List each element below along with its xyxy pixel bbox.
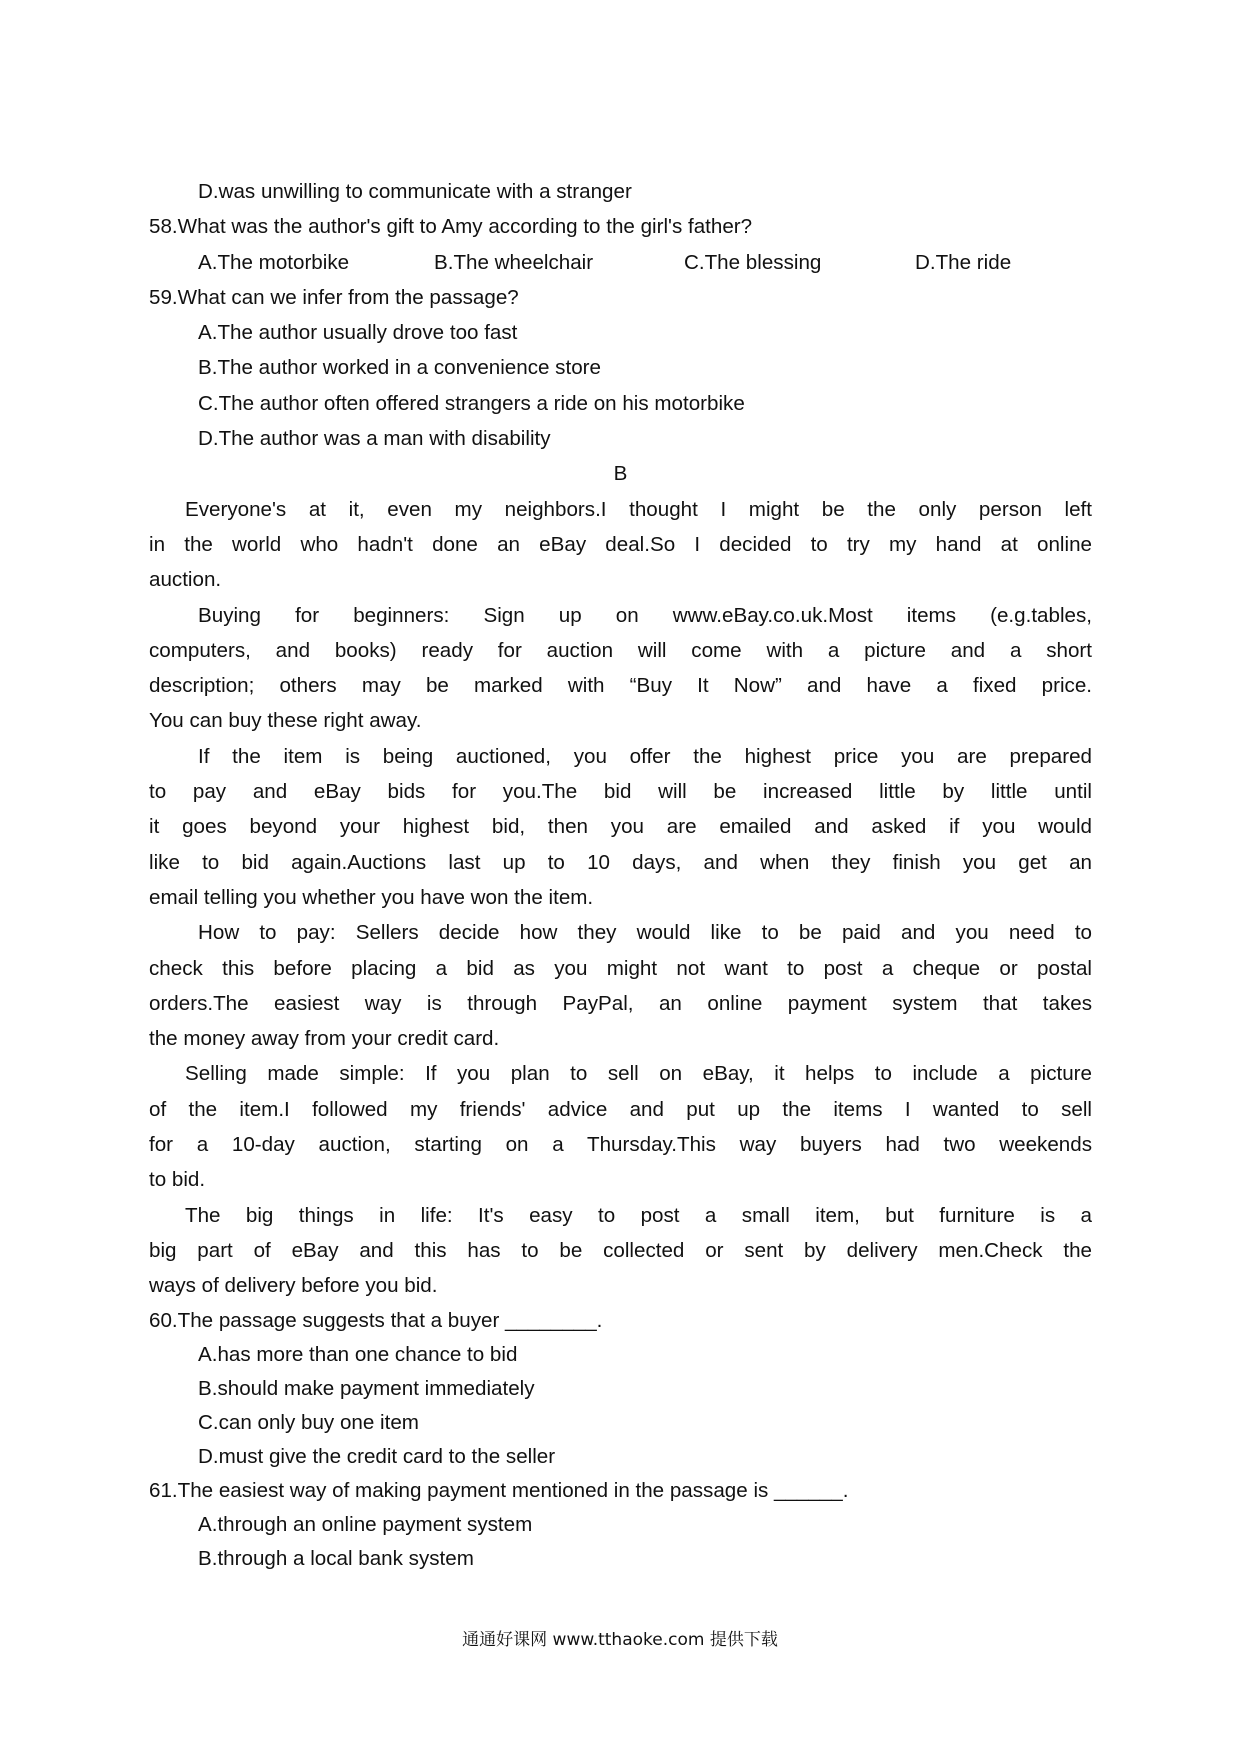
- passage-line: If the item is being auctioned, you offer the highest price you are prepared: [198, 744, 1092, 768]
- passage-line: big part of eBay and this has to be collected or sent by delivery men.Check the: [149, 1238, 1092, 1262]
- passage-line: How to pay: Sellers decide how they would like to be paid and you need to: [198, 921, 1092, 945]
- passage-line: in the world who hadn't done an eBay deal.So I decided to try my hand at online: [149, 532, 1092, 556]
- passage-line: The big things in life: It's easy to post a small item, but furniture is a: [185, 1203, 1092, 1227]
- answer-option: A.The author usually drove too fast: [198, 321, 518, 345]
- passage-line: orders.The easiest way is through PayPal, an online payment system that takes: [149, 991, 1092, 1015]
- answer-option: D.The ride: [915, 250, 1012, 274]
- question-text: 59.What can we infer from the passage?: [149, 285, 519, 309]
- answer-option: A.The motorbike: [198, 250, 350, 274]
- answer-option: A.through an online payment system: [198, 1513, 533, 1536]
- answer-option: B.The author worked in a convenience store: [198, 356, 601, 380]
- question-text: 61.The easiest way of making payment mentioned in the passage is ______.: [149, 1479, 849, 1502]
- passage-line: like to bid again.Auctions last up to 10 days, and when they finish you get an: [149, 850, 1092, 874]
- passage-line: auction.: [149, 568, 222, 592]
- answer-option: B.through a local bank system: [198, 1547, 474, 1570]
- passage-line: Selling made simple: If you plan to sell on eBay, it helps to include a picture: [185, 1062, 1092, 1086]
- passage-and-questions: [149, 174, 1092, 1304]
- answer-option: B.The wheelchair: [434, 250, 594, 274]
- passage-line: to pay and eBay bids for you.The bid will be increased little by little until: [149, 780, 1092, 804]
- question-text: 58.What was the author's gift to Amy according to the girl's father?: [149, 215, 753, 239]
- answer-option: D.The author was a man with disability: [198, 427, 551, 451]
- passage-line: Everyone's at it, even my neighbors.I thought I might be the only person left: [185, 497, 1092, 521]
- passage-line: description; others may be marked with “Buy It Now” and have a fixed price.: [149, 674, 1092, 698]
- passage-line: You can buy these right away.: [149, 709, 422, 733]
- passage-line: computers, and books) ready for auction will come with a picture and a short: [149, 638, 1092, 662]
- passage-line: it goes beyond your highest bid, then you are emailed and asked if you would: [149, 815, 1092, 839]
- answer-option: D.was unwilling to communicate with a stranger: [198, 180, 632, 203]
- passage-line: for a 10-day auction, starting on a Thursday.This way buyers had two weekends: [149, 1133, 1092, 1157]
- section-heading: B: [613, 462, 628, 486]
- passage-line: ways of delivery before you bid.: [149, 1274, 438, 1298]
- answer-option: B.should make payment immediately: [198, 1377, 535, 1400]
- passage-line: of the item.I followed my friends' advice and put up the items I wanted to sell: [149, 1097, 1092, 1121]
- answer-option: A.has more than one chance to bid: [198, 1343, 518, 1366]
- passage-line: the money away from your credit card.: [149, 1027, 500, 1051]
- passage-line: check this before placing a bid as you might not want to post a cheque or postal: [149, 956, 1092, 980]
- passage-line: Buying for beginners: Sign up on www.eBay.co.uk.Most items (e.g.tables,: [198, 603, 1092, 627]
- answer-option: D.must give the credit card to the seller: [198, 1445, 556, 1468]
- answer-option: C.The blessing: [684, 250, 822, 274]
- questions-60-61: [149, 1304, 1092, 1576]
- answer-option: C.The author often offered strangers a ride on his motorbike: [198, 391, 745, 415]
- passage-line: to bid.: [149, 1168, 206, 1192]
- passage-line: email telling you whether you have won the item.: [149, 885, 594, 909]
- option-row: [149, 245, 1092, 280]
- question-text: 60.The passage suggests that a buyer ________.: [149, 1309, 603, 1332]
- answer-option: C.can only buy one item: [198, 1411, 419, 1434]
- page-footer: 通通好课网 www.tthaoke.com 提供下载: [462, 1630, 778, 1650]
